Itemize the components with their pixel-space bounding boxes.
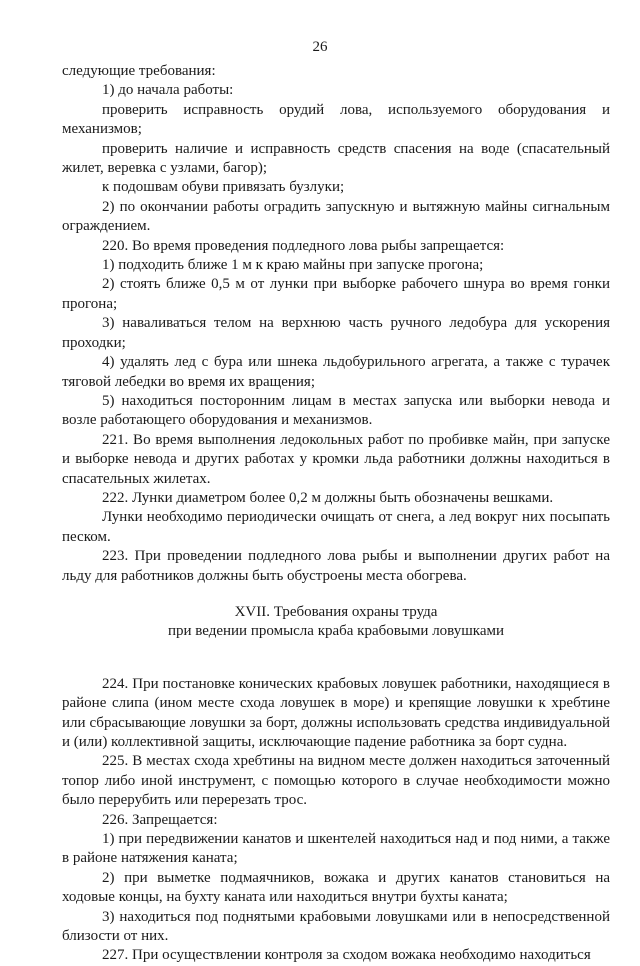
- paragraph-clause-226: 226. Запрещается:: [102, 811, 218, 828]
- paragraph-item: Лунки необходимо периодически очищать от снега, а лед вокруг них посыпать песком.: [62, 509, 610, 545]
- paragraph-clause-221: 221. Во время выполнения ледокольных работ по пробивке майн, при запуске и выборке невода и других работах у кромки льда работники должны находиться в спасательных жилетах.: [62, 431, 610, 487]
- page-number: 26: [312, 39, 328, 55]
- paragraph-item: 1) подходить ближе 1 м к краю майны при запуске прогона;: [102, 257, 484, 274]
- paragraph-clause-225: 225. В местах схода хребтины на видном месте должен находиться заточенный топор либо иной инструмент, с помощью которого в случае необходимости можно было перерубить или перерезать трос.: [62, 753, 610, 809]
- document-body: [62, 62, 610, 966]
- paragraph-item: 3) находиться под поднятыми крабовыми ловушками или в непосредственной близости от них.: [62, 908, 610, 945]
- paragraph-continuation: следующие требования:: [62, 63, 216, 79]
- paragraph-clause-222: 222. Лунки диаметром более 0,2 м должны быть обозначены вешками.: [102, 489, 554, 506]
- paragraph-item: к подошвам обуви привязать бузлуки;: [102, 179, 345, 196]
- paragraph-clause-227: 227. При осуществлении контроля за сходом вожака необходимо находиться: [102, 947, 591, 964]
- paragraph-item: 2) при выметке подмаячников, вожака и других канатов становиться на ходовые концы, на бухту каната или находиться внутри бухты каната;: [62, 869, 610, 906]
- paragraph-item: проверить наличие и исправность средств спасения на воде (спасательный жилет, веревка с узлами, багор);: [62, 140, 610, 177]
- section-heading: [62, 603, 610, 642]
- paragraph-item: 4) удалять лед с бура или шнека льдобурильного агрегата, а также с турачек тяговой лебедки во время их вращения;: [62, 354, 610, 390]
- paragraph-clause-223: 223. При проведении подледного лова рыбы и выполнении других работ на льду для работников должны быть обустроены места обогрева.: [62, 548, 610, 584]
- paragraph-item: проверить исправность орудий лова, используемого оборудования и механизмов;: [62, 101, 610, 138]
- paragraph-item: 1) при передвижении канатов и шкентелей находиться над и под ними, а также в районе натяжения каната;: [62, 831, 610, 867]
- section-title: XVII. Требования охраны труда: [234, 603, 438, 620]
- paragraph-item: 2) по окончании работы оградить запускную и вытяжную майны сигнальным ограждением.: [62, 198, 610, 235]
- paragraph-item: 1) до начала работы:: [102, 82, 234, 99]
- section-subtitle: при ведении промысла краба крабовыми ловушками: [167, 623, 505, 640]
- paragraph-item: 2) стоять ближе 0,5 м от лунки при выборке рабочего шнура во время гонки прогона;: [62, 276, 610, 312]
- paragraph-item: 3) наваливаться телом на верхнюю часть ручного ледобура для ускорения проходки;: [62, 315, 610, 351]
- paragraph-clause-224: 224. При постановке конических крабовых ловушек работники, находящиеся в районе слипа (ином месте схода ловушек в море) и крепящие ловушки к хребтине или сбрасывающие ловушки за борт, должны использовать средства индивидуальной и (или) коллективной защиты, исключающие падение работника за борт судна.: [62, 675, 610, 750]
- paragraph-item: 5) находиться посторонним лицам в местах запуска или выборки невода и возле работающего оборудования и механизмов.: [62, 392, 610, 429]
- paragraph-clause-220: 220. Во время проведения подледного лова рыбы запрещается:: [102, 237, 505, 254]
